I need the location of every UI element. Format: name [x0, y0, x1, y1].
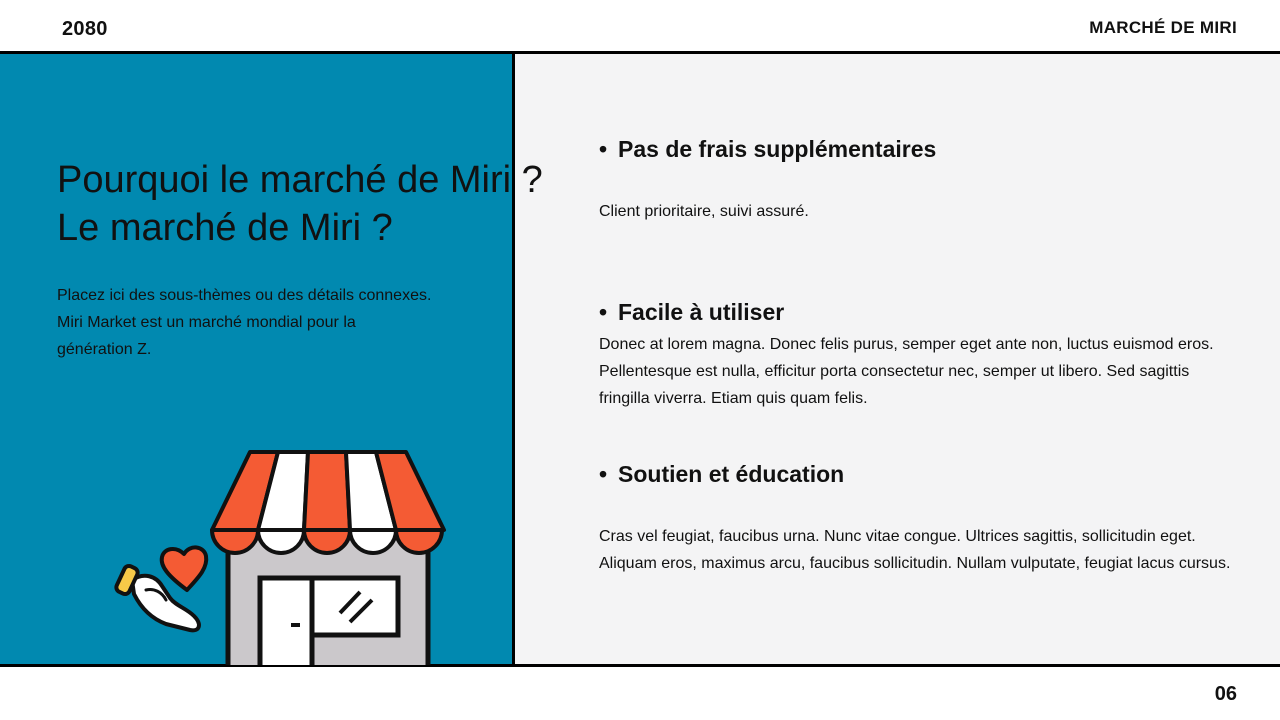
subtitle-line-3: génération Z. — [57, 341, 152, 358]
feature-description: Cras vel feugiat, faucibus urna. Nunc vitae congue. Ultrices sagittis, sollicitudin eget. Aliquam eros, maximus arcu, faucibus sollicitudin. Nullam vulputate, feugiat lacus cursus. — [599, 528, 1231, 572]
subtitle-line-1: Placez ici des sous-thèmes ou des détails connexes. — [57, 287, 432, 304]
feature-description: Donec at lorem magna. Donec felis purus, semper eget ante non, luctus euismod eros. Pellentesque est nulla, efficitur porta consectetur nec, semper ut libero. Sed sagittis fringilla viverra. Etiam quis quam felis. — [599, 336, 1214, 407]
feature-item — [599, 459, 1239, 577]
feature-title — [599, 297, 1239, 327]
feature-item — [599, 134, 1239, 225]
feature-title — [599, 459, 1239, 489]
slide-title — [57, 156, 543, 252]
slide-subtitle — [57, 282, 477, 363]
page-number: 06 — [1214, 683, 1237, 705]
feature-item — [599, 297, 1239, 412]
slide-title-line-2: Le marché de Miri ? — [57, 207, 393, 249]
bullet-icon: • — [599, 461, 608, 487]
feature-description: Client prioritaire, suivi assuré. — [599, 203, 809, 220]
feature-title-text: Pas de frais supplémentaires — [618, 136, 937, 162]
footer-bar — [0, 664, 1280, 720]
feature-title-text: Soutien et éducation — [618, 461, 845, 487]
bullet-icon: • — [599, 136, 608, 162]
brand-name: MARCHÉ DE MIRI — [1089, 18, 1237, 37]
slide-title-line-1: Pourquoi le marché de Miri ? — [57, 159, 543, 201]
shop-storefront-with-heart-hand-icon — [110, 440, 460, 665]
feature-title — [599, 134, 1239, 164]
subtitle-line-2: Miri Market est un marché mondial pour la — [57, 314, 356, 331]
bullet-icon: • — [599, 299, 608, 325]
header-bar — [0, 0, 1280, 54]
feature-title-text: Facile à utiliser — [618, 299, 785, 325]
year-label: 2080 — [62, 18, 108, 40]
